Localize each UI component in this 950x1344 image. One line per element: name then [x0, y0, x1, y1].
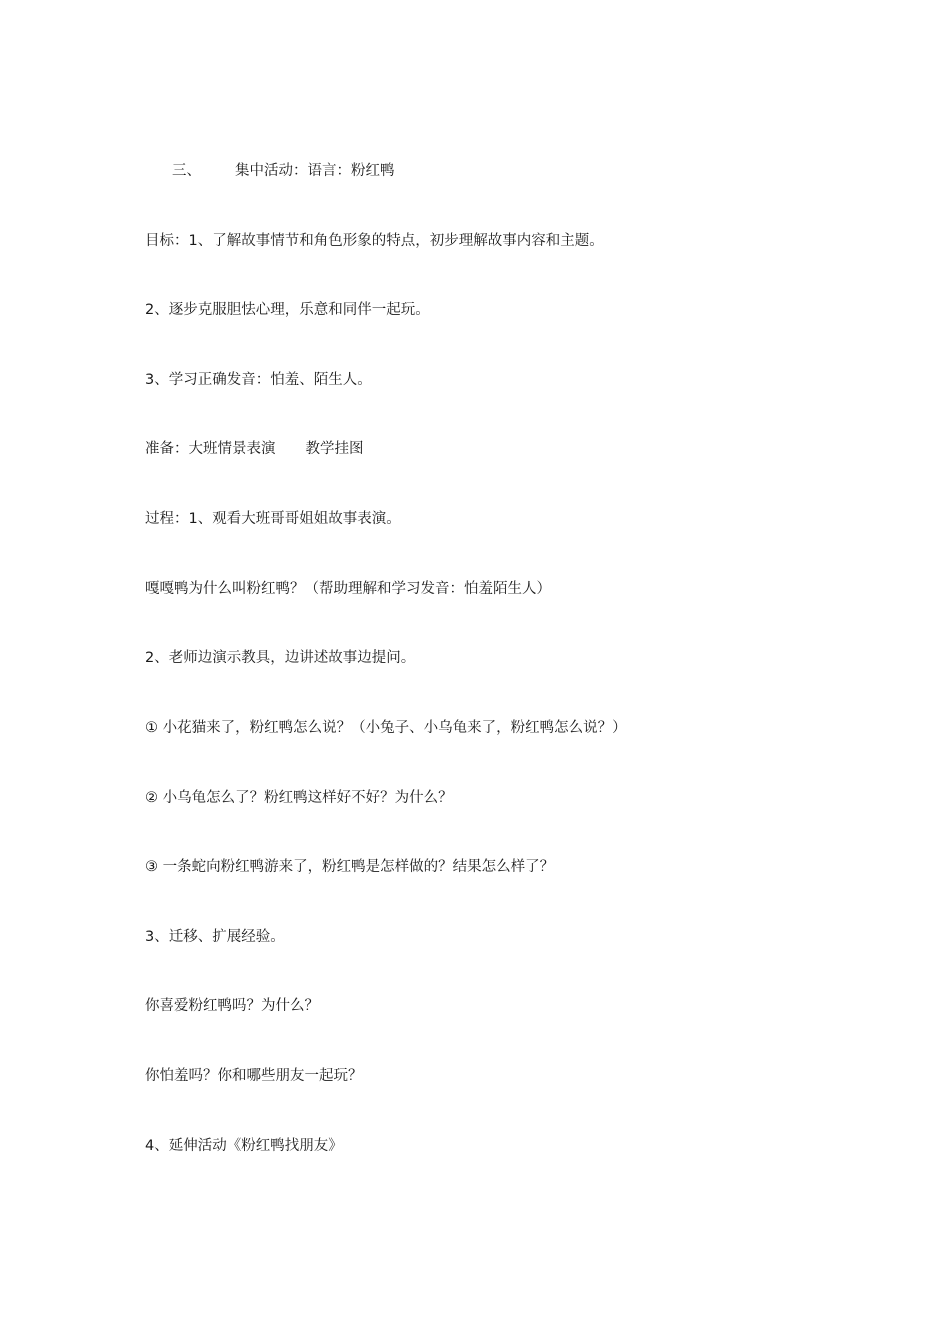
- question-shy: 你怕羞吗？你和哪些朋友一起玩？: [145, 1068, 363, 1084]
- preparation-line: [145, 439, 364, 459]
- question-like: 你喜爱粉红鸭吗？为什么？: [145, 998, 319, 1014]
- process-line-2: 2、老师边演示教具，边讲述故事边提问。: [145, 650, 416, 666]
- preparation-label: 准备：大班情景表演: [145, 441, 276, 457]
- goal-line-3: 3、学习正确发音：怕羞、陌生人。: [145, 372, 372, 388]
- extension-activity: 4、延伸活动《粉红鸭找朋友》: [145, 1138, 343, 1154]
- goal-line-1: 目标：1、了解故事情节和角色形象的特点，初步理解故事内容和主题。: [145, 233, 604, 249]
- goal-line-2: 2、逐步克服胆怯心理，乐意和同伴一起玩。: [145, 302, 430, 318]
- question-3: ③ 一条蛇向粉红鸭游来了，粉红鸭是怎样做的？结果怎么样了？: [145, 859, 555, 875]
- preparation-item: 教学挂图: [305, 441, 364, 457]
- process-line-1: 过程：1、观看大班哥哥姐姐故事表演。: [145, 511, 401, 527]
- question-1: ① 小花猫来了，粉红鸭怎么说？（小兔子、小乌龟来了，粉红鸭怎么说？）: [145, 720, 627, 736]
- section-title: 集中活动：语言：粉红鸭: [235, 163, 395, 179]
- section-number: 三、: [172, 163, 201, 179]
- question-2: ② 小乌龟怎么了？粉红鸭这样好不好？为什么？: [145, 790, 453, 806]
- process-line-3: 3、迁移、扩展经验。: [145, 929, 285, 945]
- process-question-line: 嘎嘎鸭为什么叫粉红鸭？（帮助理解和学习发音：怕羞陌生人）: [145, 581, 551, 597]
